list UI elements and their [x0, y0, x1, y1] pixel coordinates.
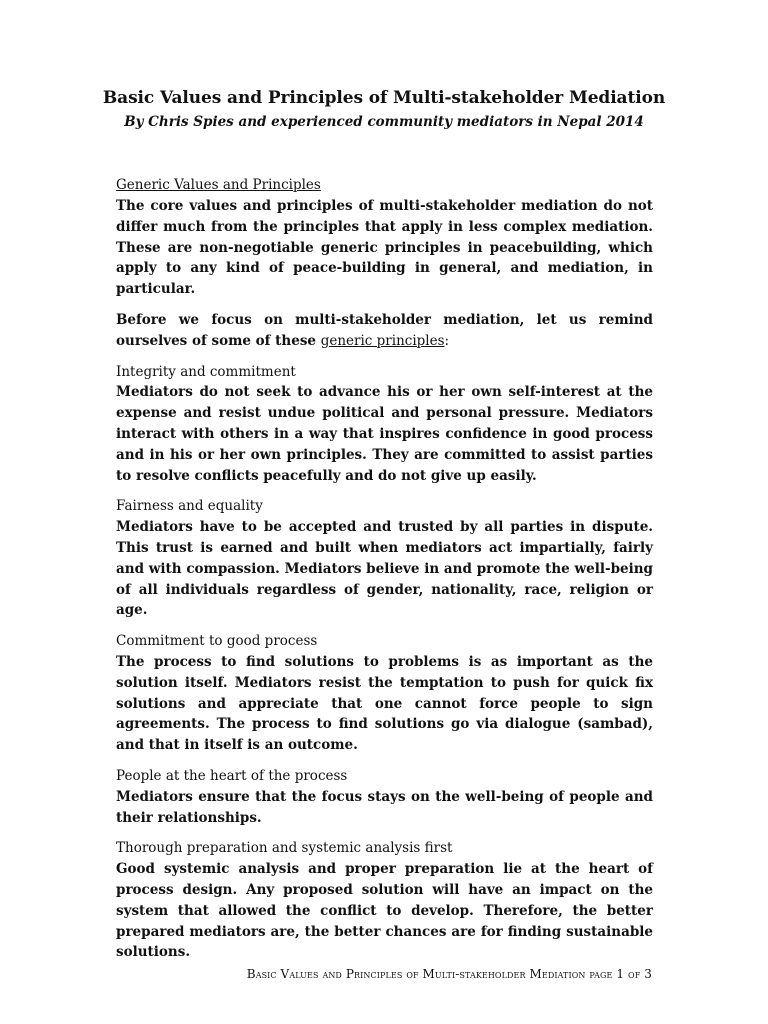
principle-title: Commitment to good process — [116, 633, 318, 650]
title-block — [0, 86, 768, 132]
principle-title: People at the heart of the process — [116, 767, 348, 784]
principle-title: Integrity and commitment — [116, 363, 296, 380]
document-subtitle: By Chris Spies and experienced community mediators in Nepal 2014 — [124, 114, 644, 130]
principle-body: Mediators ensure that the focus stays on the well-being of people and their relationships. — [116, 788, 653, 826]
intro-paragraph: The core values and principles of multi-stakeholder mediation do not differ much from the principles that apply in less complex mediation. These are non-negotiable generic principles in peacebuilding, which apply to any kind of peace-building in general, and mediation, in particular. — [116, 198, 653, 298]
reminder-paragraph — [116, 310, 653, 352]
principle-body: The process to find solutions to problems is as important as the solution itself. Mediators resist the temptation to push for quick fix solutions and appreciate that one cannot force people to sign agreements. The process to find solutions go via dialogue (sambad), and that in itself is an outcome. — [116, 653, 653, 754]
generic-principles-link: generic principles — [320, 332, 445, 349]
page-footer: Basic Values and Principles of Multi-stakeholder Mediation page 1 of 3 — [246, 967, 652, 981]
principle-title: Fairness and equality — [116, 498, 263, 515]
principle-people — [116, 766, 653, 828]
principle-preparation — [116, 838, 653, 963]
principle-body: Mediators have to be accepted and trusted by all parties in dispute. This trust is earned and built when mediators act impartially, fairly and with compassion. Mediators believe in and promote the well-being of all individuals regardless of gender, nationality, race, religion or age. — [116, 519, 653, 619]
reminder-lead: Before we focus on multi-stakeholder mediation, let us remind ourselves of some of these — [116, 311, 653, 349]
section-heading-generic: Generic Values and Principles — [116, 177, 321, 193]
principle-body: Mediators do not seek to advance his or her own self-interest at the expense and resist undue political and personal pressure. Mediators interact with others in a way that inspires confidence in good process and in his or her own principles. They are committed to assist parties to resolve conflicts peacefully and do not give up easily. — [116, 384, 653, 484]
document-title: Basic Values and Principles of Multi-stakeholder Mediation — [102, 88, 666, 108]
principle-good-process — [116, 631, 653, 756]
principle-body: Good systemic analysis and proper preparation lie at the heart of process design. Any proposed solution will have an impact on the system that allowed the conflict to develop. Therefore, the better prepared mediators are, the better chances are for finding sustainable solutions. — [116, 861, 653, 961]
principle-fairness — [116, 496, 653, 621]
document-body — [116, 175, 653, 973]
principle-integrity — [116, 362, 653, 487]
reminder-tail: : — [444, 332, 450, 349]
principle-title: Thorough preparation and systemic analysis first — [116, 840, 453, 857]
